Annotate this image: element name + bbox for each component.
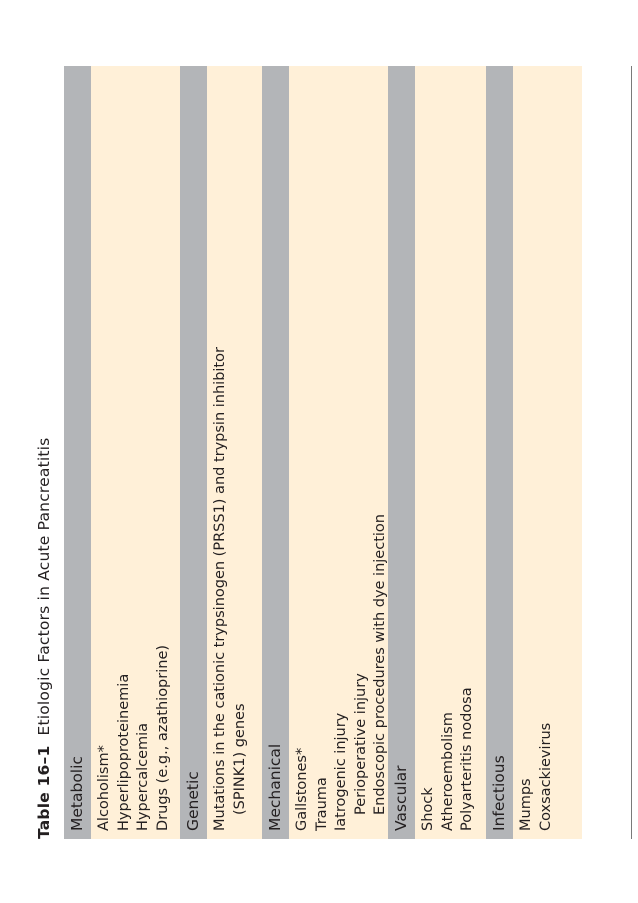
section-heading: Genetic	[180, 66, 207, 839]
list-item: Alcoholism*	[96, 745, 112, 831]
list-item: Atheroembolism	[439, 712, 456, 831]
table-caption	[24, 66, 64, 839]
table-number: Table 16–1	[35, 745, 53, 839]
list-subitem: Perioperative injury	[352, 673, 369, 815]
list-item-continuation: (SPINK1) genes	[231, 703, 248, 815]
list-item: Iatrogenic injury	[333, 712, 349, 831]
section-body	[289, 66, 388, 839]
list-item: Mutations in the cationic trypsinogen (PRSS1) and trypsin inhibitor	[212, 347, 228, 831]
list-item: Coxsackievirus	[537, 722, 554, 831]
section-heading: Infectious	[486, 66, 513, 839]
list-subitem: Endoscopic procedures with dye injection	[372, 514, 388, 815]
list-item: Mumps	[518, 778, 534, 831]
table-title: Etiologic Factors in Acute Pancreatitis	[35, 437, 53, 736]
list-item: Trauma	[313, 777, 330, 831]
section-heading: Metabolic	[64, 66, 91, 839]
section-body	[91, 66, 180, 839]
section-body	[207, 66, 262, 839]
section-mechanical	[262, 66, 388, 839]
section-vascular	[388, 66, 486, 839]
section-heading: Vascular	[388, 66, 415, 839]
list-item: Hyperlipoproteinemia	[115, 673, 132, 831]
list-item: Shock	[420, 787, 436, 831]
list-item: Hypercalcemia	[135, 722, 151, 831]
list-item: Gallstones*	[294, 747, 310, 831]
rotated-table-page	[24, 66, 632, 839]
list-item: Drugs (e.g., azathioprine)	[154, 644, 171, 831]
section-body	[415, 66, 486, 839]
section-genetic	[180, 66, 262, 839]
section-body	[513, 66, 582, 839]
section-heading: Mechanical	[262, 66, 289, 839]
section-metabolic	[64, 66, 180, 839]
etiologic-factors-table	[64, 66, 632, 839]
list-item: Polyarteritis nodosa	[459, 687, 475, 831]
section-infectious	[486, 66, 582, 839]
